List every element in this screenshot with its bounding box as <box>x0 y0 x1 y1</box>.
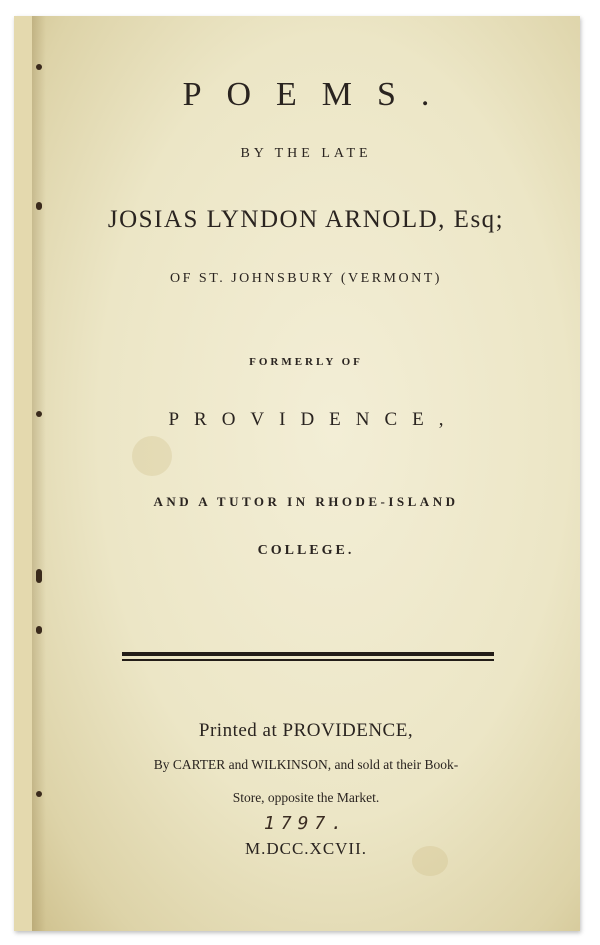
binding-stitch <box>36 569 42 583</box>
college-line: COLLEGE. <box>257 543 355 558</box>
formerly-label: FORMERLY OF <box>249 356 363 368</box>
double-rule-thin <box>122 659 494 661</box>
printed-at-line: Printed at PROVIDENCE, <box>198 720 414 741</box>
place-name: PROVIDENCE, <box>168 409 459 430</box>
binding-stitch <box>36 626 42 634</box>
binding-stitch <box>36 64 42 70</box>
byline: BY THE LATE <box>240 146 372 161</box>
tutor-line: AND A TUTOR IN RHODE-ISLAND <box>153 494 459 509</box>
store-line: Store, opposite the Market. <box>232 790 380 805</box>
roman-year: M.DCC.XCVII. <box>244 839 368 858</box>
double-rule-thick <box>122 652 494 656</box>
publisher-line: By CARTER and WILKINSON, and sold at their Book- <box>153 757 459 772</box>
title-page <box>14 16 580 931</box>
author-name: JOSIAS LYNDON ARNOLD, Esq; <box>107 206 505 233</box>
handwritten-year: 1797. <box>263 813 349 834</box>
author-origin: OF ST. JOHNSBURY (VERMONT) <box>170 271 442 286</box>
paper-stain <box>132 436 172 476</box>
book-title: POEMS. <box>182 76 455 113</box>
